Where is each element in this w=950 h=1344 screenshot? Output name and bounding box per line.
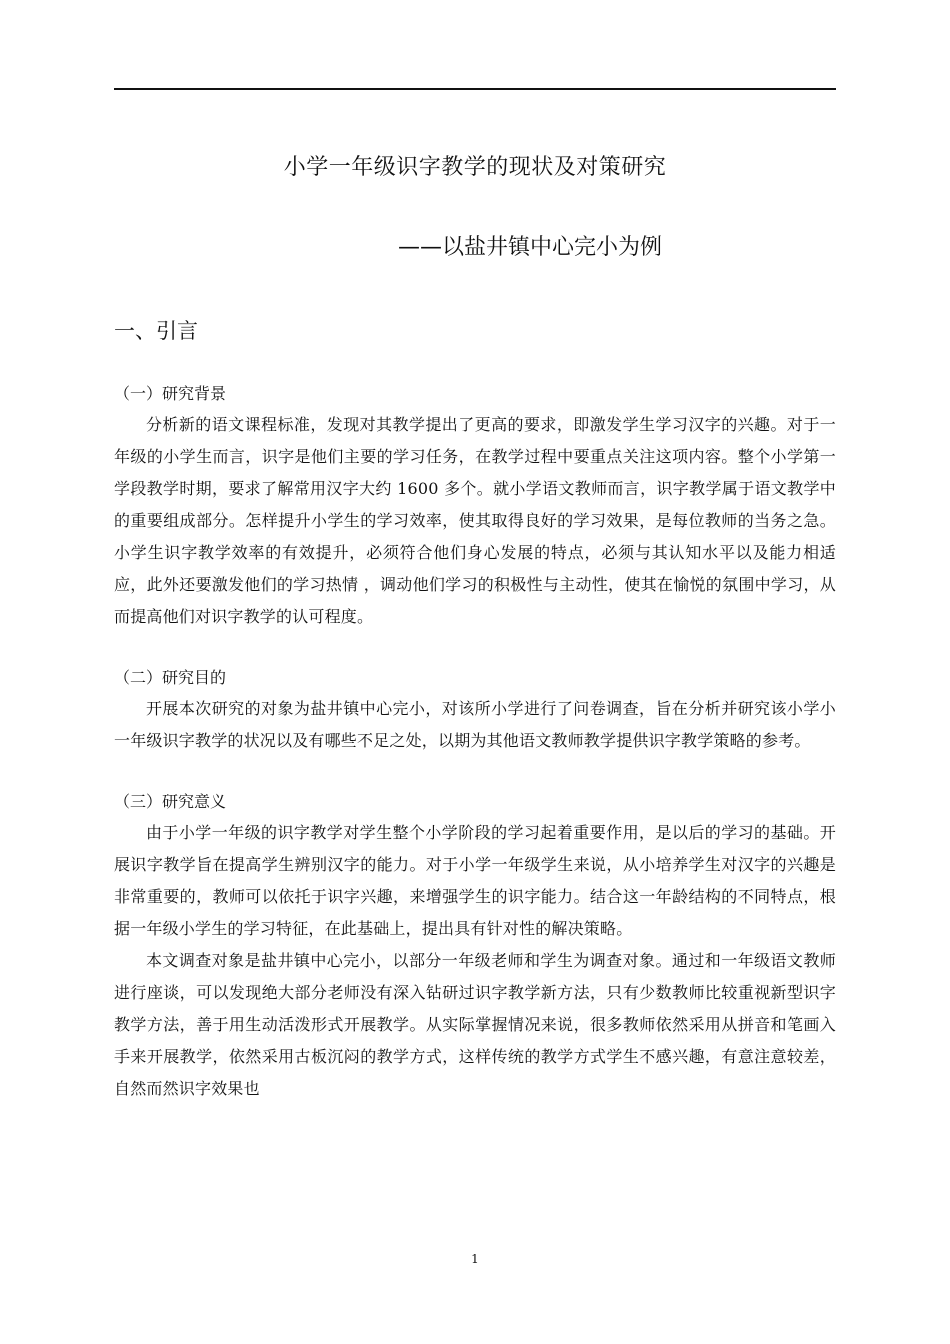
document-title: 小学一年级识字教学的现状及对策研究 [283, 155, 667, 180]
paragraph-significance-1: 由于小学一年级的识字教学对学生整个小学阶段的学习起着重要作用，是以后的学习的基础。开展识字教学旨在提高学生辨别汉字的能力。对于小学一年级学生来说，从小培养学生对汉字的兴趣是非常重要的，教师可以依托于识字兴趣，来增强学生的识字能力。结合这一年龄结构的不同特点，根据一年级小学生的学习特征，在此基础上，提出具有针对性的解决策略。 [114, 823, 836, 938]
subsection-heading-background: （一）研究背景 [114, 384, 227, 403]
subsection-heading-significance: （三）研究意义 [114, 792, 227, 811]
paragraph-background: 分析新的语文课程标准，发现对其教学提出了更高的要求，即激发学生学习汉字的兴趣。对于一年级的小学生而言，识字是他们主要的学习任务，在教学过程中要重点关注这项内容。整个小学第一学段教学时期，要求了解常用汉字大约 1600 多个。就小学语文教师而言，识字教学属于语文教学中的重要组成部分。怎样提升小学生的学习效率，使其取得良好的学习效果，是每位教师的当务之急。小学生识字教学效率的有效提升，必须符合他们身心发展的特点，必须与其认知水平以及能力相适应，此外还要激发他们的学习热情 ，调动他们学习的积极性与主动性，使其在愉悦的氛围中学习，从而提高他们对识字教学的认可程度。 [114, 415, 836, 626]
paragraph-purpose: 开展本次研究的对象为盐井镇中心完小，对该所小学进行了问卷调查，旨在分析并研究该小学小一年级识字教学的状况以及有哪些不足之处，以期为其他语文教师教学提供识字教学策略的参考。 [114, 699, 836, 750]
subsection-heading-purpose: （二）研究目的 [114, 668, 227, 687]
paragraph-significance-2: 本文调查对象是盐井镇中心完小，以部分一年级老师和学生为调查对象。通过和一年级语文教师进行座谈，可以发现绝大部分老师没有深入钻研过识字教学新方法，只有少数教师比较重视新型识字教学方法，善于用生动活泼形式开展教学。从实际掌握情况来说，很多教师依然采用从拼音和笔画入手来开展教学，依然采用古板沉闷的教学方式，这样传统的教学方式学生不感兴趣，有意注意较差，自然而然识字效果也 [114, 951, 836, 1098]
section-spacer [114, 757, 836, 786]
document-body [114, 378, 836, 1105]
document-subtitle: ——以盐井镇中心完小为例 [398, 235, 663, 260]
section-spacer [114, 633, 836, 662]
page-number: 1 [471, 1252, 479, 1266]
header-rule [114, 88, 836, 90]
section-heading-introduction: 一、引言 [114, 319, 198, 343]
